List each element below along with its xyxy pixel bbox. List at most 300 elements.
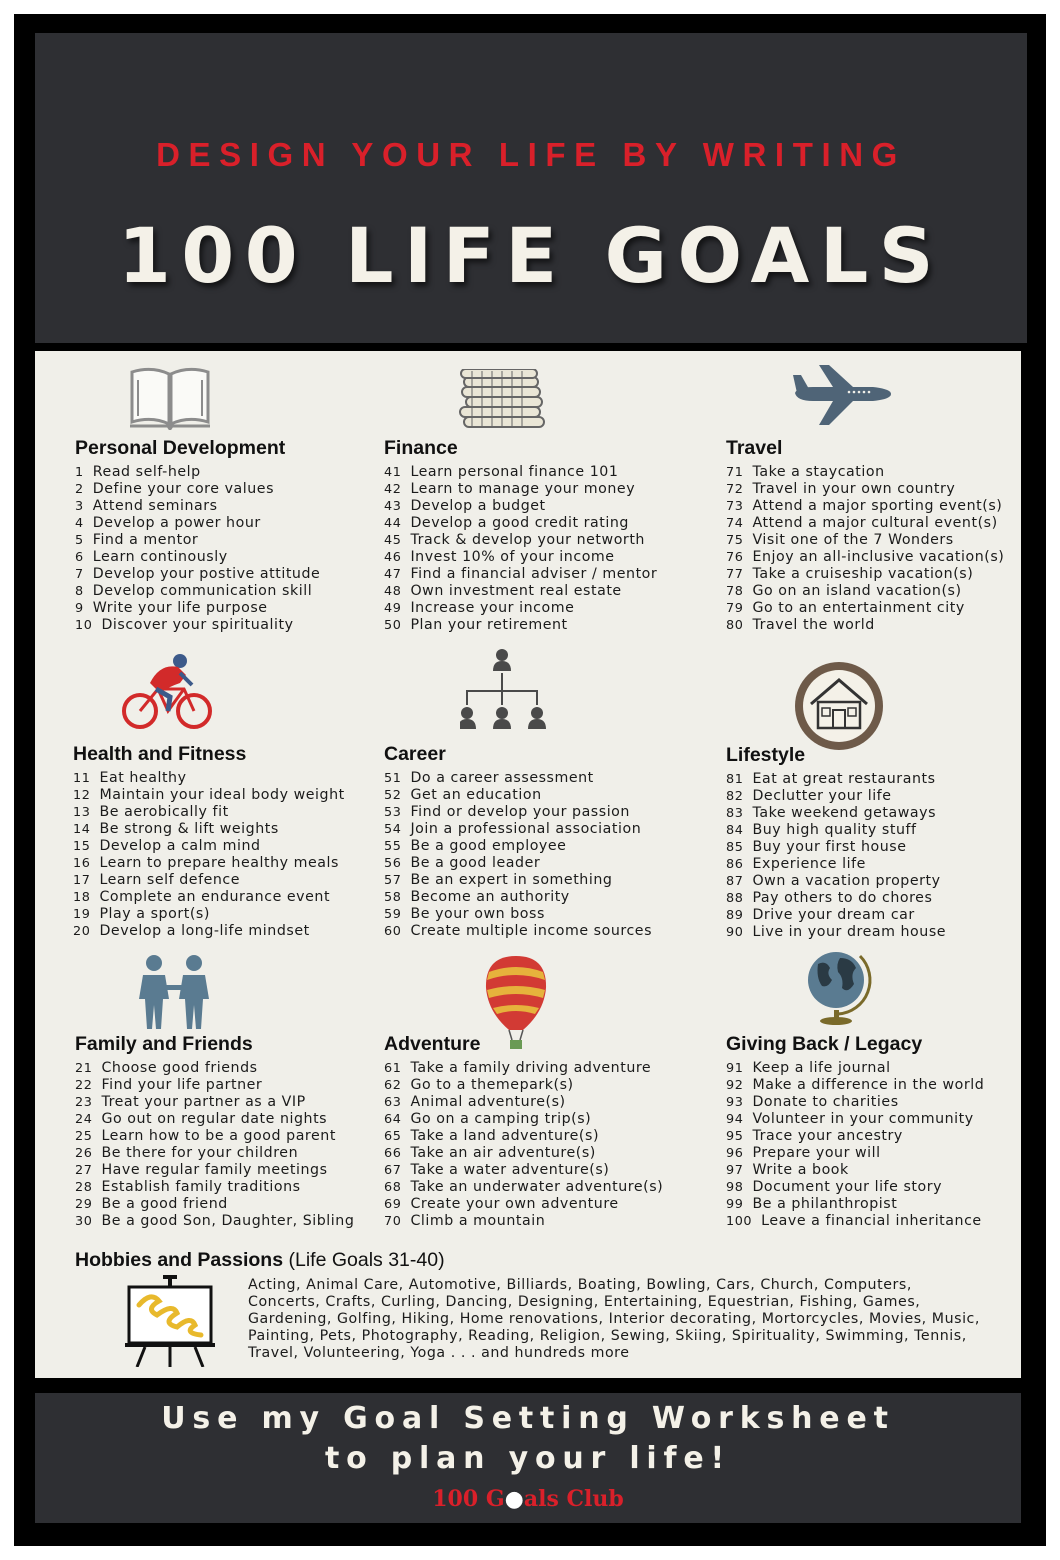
goal-number: 4	[75, 516, 84, 531]
goal-text: Be strong & lift weights	[99, 821, 279, 837]
goal-text: Own a vacation property	[752, 873, 941, 889]
goal-item	[73, 804, 345, 821]
footer-line-2: to plan your life!	[324, 1441, 731, 1476]
goal-item	[726, 532, 1004, 549]
goal-number: 70	[384, 1214, 402, 1229]
goal-number: 91	[726, 1061, 744, 1076]
goal-number: 26	[75, 1146, 93, 1161]
category-personal-development	[75, 437, 320, 634]
goal-item	[73, 855, 345, 872]
goal-text: Find a financial adviser / mentor	[410, 566, 658, 582]
goal-number: 82	[726, 789, 744, 804]
goal-number: 6	[75, 550, 84, 565]
goal-number: 99	[726, 1197, 744, 1212]
goal-item	[384, 498, 657, 515]
goal-item	[726, 822, 946, 839]
header-subtitle: DESIGN YOUR LIFE BY WRITING	[156, 136, 906, 173]
goal-text: Go out on regular date nights	[101, 1111, 328, 1127]
goal-number: 86	[726, 857, 744, 872]
header-banner	[35, 33, 1027, 343]
goal-number: 65	[384, 1129, 402, 1144]
goal-text: Choose good friends	[101, 1060, 258, 1076]
goal-text: Be a good Son, Daughter, Sibling	[101, 1213, 355, 1229]
goal-number: 3	[75, 499, 84, 514]
goal-number: 67	[384, 1163, 402, 1178]
goal-text: Go to an entertainment city	[752, 600, 965, 616]
goal-number: 68	[384, 1180, 402, 1195]
goal-number: 100	[726, 1214, 753, 1229]
goal-item	[384, 617, 657, 634]
two-people-icon	[133, 955, 215, 1031]
goal-text: Go on a camping trip(s)	[410, 1111, 592, 1127]
goal-item	[726, 1145, 984, 1162]
goal-text: Take an underwater adventure(s)	[410, 1179, 664, 1195]
goal-number: 64	[384, 1112, 402, 1127]
goal-text: Prepare your will	[752, 1145, 881, 1161]
goal-text: Learn to prepare healthy meals	[99, 855, 339, 871]
goal-item	[73, 770, 345, 787]
goal-item	[73, 889, 345, 906]
category-title: Personal Development	[75, 437, 286, 459]
goal-number: 74	[726, 516, 744, 531]
goal-text: Define your core values	[92, 481, 275, 497]
goal-number: 29	[75, 1197, 93, 1212]
goal-item	[75, 566, 320, 583]
goal-text: Animal adventure(s)	[410, 1094, 566, 1110]
goal-number: 78	[726, 584, 744, 599]
goal-list	[75, 464, 320, 634]
goal-number: 5	[75, 533, 84, 548]
goal-list	[384, 1060, 663, 1230]
goal-item	[726, 617, 1004, 634]
hobbies-title	[75, 1249, 445, 1272]
book-icon	[128, 364, 212, 430]
goal-text: Learn how to be a good parent	[101, 1128, 336, 1144]
goal-item	[384, 1128, 663, 1145]
goal-item	[726, 890, 946, 907]
goal-number: 19	[73, 907, 91, 922]
goal-text: Plan your retirement	[410, 617, 568, 633]
goal-number: 60	[384, 924, 402, 939]
goal-item	[384, 549, 657, 566]
goal-item	[384, 481, 657, 498]
goal-text: Take a cruiseship vacation(s)	[752, 566, 974, 582]
goal-text: Buy high quality stuff	[752, 822, 917, 838]
goal-text: Find a mentor	[92, 532, 199, 548]
goal-item	[73, 872, 345, 889]
goal-item	[384, 923, 652, 940]
goal-number: 27	[75, 1163, 93, 1178]
goal-text: Learn self defence	[99, 872, 241, 888]
goal-text: Drive your dream car	[752, 907, 915, 923]
goal-number: 85	[726, 840, 744, 855]
goal-item	[726, 1128, 984, 1145]
goal-item	[75, 1179, 354, 1196]
hobbies-heading: Hobbies and Passions	[75, 1249, 284, 1271]
soccer-ball-icon: ●	[504, 1486, 524, 1512]
goal-item	[75, 1128, 354, 1145]
goal-text: Develop a good credit rating	[410, 515, 629, 531]
goal-item	[75, 1162, 354, 1179]
goal-number: 94	[726, 1112, 744, 1127]
goal-number: 84	[726, 823, 744, 838]
goal-number: 79	[726, 601, 744, 616]
goal-item	[384, 1213, 663, 1230]
goal-text: Do a career assessment	[410, 770, 594, 786]
airplane-icon	[793, 365, 893, 427]
goal-text: Experience life	[752, 856, 866, 872]
goal-text: Go to a themepark(s)	[410, 1077, 574, 1093]
goal-number: 58	[384, 890, 402, 905]
goal-number: 53	[384, 805, 402, 820]
goal-text: Play a sport(s)	[99, 906, 210, 922]
header-title: 100 LIFE GOALS	[117, 211, 945, 300]
goal-item	[75, 532, 320, 549]
goal-text: Eat at great restaurants	[752, 771, 936, 787]
goal-text: Take a family driving adventure	[410, 1060, 652, 1076]
goal-text: Go on an island vacation(s)	[752, 583, 962, 599]
category-title: Health and Fitness	[73, 743, 247, 765]
goal-number: 52	[384, 788, 402, 803]
goal-item	[384, 821, 652, 838]
goal-number: 23	[75, 1095, 93, 1110]
goal-number: 66	[384, 1146, 402, 1161]
goal-item	[384, 906, 652, 923]
goal-number: 46	[384, 550, 402, 565]
goal-item	[73, 821, 345, 838]
goal-number: 25	[75, 1129, 93, 1144]
goal-text: Be your own boss	[410, 906, 545, 922]
goal-text: Create your own adventure	[410, 1196, 619, 1212]
goal-number: 17	[73, 873, 91, 888]
goal-number: 61	[384, 1061, 402, 1076]
coins-icon	[458, 369, 548, 431]
goal-text: Be a good employee	[410, 838, 567, 854]
goal-item	[726, 1179, 984, 1196]
goal-number: 96	[726, 1146, 744, 1161]
goal-text: Write your life purpose	[92, 600, 268, 616]
goal-text: Be there for your children	[101, 1145, 299, 1161]
goal-text: Treat your partner as a VIP	[101, 1094, 306, 1110]
goal-item	[75, 515, 320, 532]
goal-number: 10	[75, 618, 93, 633]
goal-list	[73, 770, 345, 940]
goal-item	[384, 532, 657, 549]
goal-item	[726, 924, 946, 941]
goal-text: Complete an endurance event	[99, 889, 331, 905]
goal-item	[726, 1162, 984, 1179]
goal-number: 21	[75, 1061, 93, 1076]
goal-item	[384, 1145, 663, 1162]
goal-text: Track & develop your networth	[410, 532, 645, 548]
goal-item	[75, 464, 320, 481]
goal-item	[384, 1111, 663, 1128]
goal-text: Be an expert in something	[410, 872, 613, 888]
goal-number: 50	[384, 618, 402, 633]
category-title: Lifestyle	[726, 744, 806, 766]
goal-text: Take a staycation	[752, 464, 885, 480]
goal-text: Take a water adventure(s)	[410, 1162, 610, 1178]
goal-number: 41	[384, 465, 402, 480]
goal-number: 95	[726, 1129, 744, 1144]
goal-item	[75, 1060, 354, 1077]
goal-item	[726, 1111, 984, 1128]
category-career	[384, 743, 652, 940]
goal-item	[75, 583, 320, 600]
category-family-friends	[75, 1033, 354, 1230]
goal-number: 73	[726, 499, 744, 514]
goal-item	[384, 889, 652, 906]
goal-item	[384, 787, 652, 804]
goal-number: 98	[726, 1180, 744, 1195]
goal-text: Learn personal finance 101	[410, 464, 619, 480]
goal-number: 90	[726, 925, 744, 940]
footer-line-1: Use my Goal Setting Worksheet	[161, 1401, 895, 1436]
goal-text: Create multiple income sources	[410, 923, 653, 939]
goal-number: 8	[75, 584, 84, 599]
goal-text: Invest 10% of your income	[410, 549, 615, 565]
brand-text-1: 100 G	[432, 1486, 505, 1512]
goal-item	[726, 856, 946, 873]
globe-icon	[802, 944, 874, 1028]
goal-number: 20	[73, 924, 91, 939]
goal-item	[726, 1094, 984, 1111]
goal-text: Find your life partner	[101, 1077, 263, 1093]
goal-item	[384, 600, 657, 617]
goal-text: Increase your income	[410, 600, 575, 616]
goal-text: Be a philanthropist	[752, 1196, 898, 1212]
goals-panel	[35, 351, 1021, 1378]
goal-text: Live in your dream house	[752, 924, 947, 940]
goal-item	[726, 600, 1004, 617]
goal-number: 75	[726, 533, 744, 548]
goal-number: 15	[73, 839, 91, 854]
goal-text: Declutter your life	[752, 788, 892, 804]
goal-item	[726, 566, 1004, 583]
goal-item	[73, 906, 345, 923]
goal-text: Visit one of the 7 Wonders	[752, 532, 954, 548]
goal-item	[384, 804, 652, 821]
category-title: Career	[384, 743, 446, 765]
goal-number: 56	[384, 856, 402, 871]
goal-text: Eat healthy	[99, 770, 187, 786]
goal-number: 92	[726, 1078, 744, 1093]
goal-text: Learn to manage your money	[410, 481, 636, 497]
goal-number: 87	[726, 874, 744, 889]
goal-item	[384, 770, 652, 787]
goal-number: 62	[384, 1078, 402, 1093]
goal-number: 9	[75, 601, 84, 616]
goal-item	[75, 1077, 354, 1094]
goal-number: 51	[384, 771, 402, 786]
category-title: Giving Back / Legacy	[726, 1033, 923, 1055]
goal-number: 2	[75, 482, 84, 497]
goal-text: Develop a long-life mindset	[99, 923, 310, 939]
goal-number: 89	[726, 908, 744, 923]
category-title: Family and Friends	[75, 1033, 253, 1055]
goal-number: 11	[73, 771, 91, 786]
goal-item	[384, 872, 652, 889]
goal-text: Get an education	[410, 787, 542, 803]
category-lifestyle	[726, 744, 946, 941]
goal-item	[726, 1077, 984, 1094]
goal-text: Join a professional association	[410, 821, 642, 837]
goal-item	[384, 1077, 663, 1094]
goal-text: Volunteer in your community	[752, 1111, 974, 1127]
goal-list	[384, 464, 657, 634]
goal-number: 45	[384, 533, 402, 548]
easel-painting-icon	[125, 1275, 215, 1367]
org-chart-icon	[460, 647, 550, 735]
goal-number: 59	[384, 907, 402, 922]
goal-list	[726, 1060, 984, 1230]
goal-number: 55	[384, 839, 402, 854]
goal-number: 69	[384, 1197, 402, 1212]
goal-item	[726, 1213, 984, 1230]
goal-text: Have regular family meetings	[101, 1162, 328, 1178]
goal-number: 80	[726, 618, 744, 633]
goal-text: Take a land adventure(s)	[410, 1128, 600, 1144]
goal-text: Enjoy an all-inclusive vacation(s)	[752, 549, 1005, 565]
goal-number: 83	[726, 806, 744, 821]
hobbies-list-text: Acting, Animal Care, Automotive, Billiards, Boating, Bowling, Cars, Church, Computers, Concerts, Crafts, Curling, Dancing, Designing, Entertaining, Equestrian, Fishing, Games, Gardening, Golfing, Hiking, Home renovations, Interior decorating, Mortorcycles, Movies, Music, Painting, Pets, Photography, Reading, Religion, Sewing, Skiing, Spirituality, Swimming, Tennis, Travel, Volunteering, Yoga . . . and hundreds more	[248, 1277, 980, 1361]
goal-number: 13	[73, 805, 91, 820]
goal-text: Pay others to do chores	[752, 890, 933, 906]
goal-number: 14	[73, 822, 91, 837]
goal-number: 76	[726, 550, 744, 565]
goal-item	[726, 771, 946, 788]
goal-item	[726, 805, 946, 822]
goal-number: 1	[75, 465, 84, 480]
goal-text: Develop communication skill	[92, 583, 313, 599]
goal-number: 18	[73, 890, 91, 905]
category-title: Travel	[726, 437, 783, 459]
goal-item	[384, 583, 657, 600]
category-giving-back-legacy	[726, 1033, 984, 1230]
goal-text: Attend seminars	[92, 498, 218, 514]
goal-text: Make a difference in the world	[752, 1077, 985, 1093]
goal-item	[75, 600, 320, 617]
goal-item	[726, 481, 1004, 498]
goal-number: 7	[75, 567, 84, 582]
goal-number: 16	[73, 856, 91, 871]
goal-item	[75, 1111, 354, 1128]
goal-list	[75, 1060, 354, 1230]
goal-item	[726, 1196, 984, 1213]
goal-item	[384, 515, 657, 532]
goal-item	[726, 907, 946, 924]
goal-text: Take an air adventure(s)	[410, 1145, 596, 1161]
goal-number: 22	[75, 1078, 93, 1093]
goal-item	[75, 549, 320, 566]
goal-item	[726, 583, 1004, 600]
goal-list	[726, 464, 1004, 634]
goal-text: Be a good leader	[410, 855, 541, 871]
goal-text: Be a good friend	[101, 1196, 228, 1212]
goal-text: Establish family traditions	[101, 1179, 301, 1195]
goal-number: 49	[384, 601, 402, 616]
goal-item	[726, 464, 1004, 481]
goal-list	[384, 770, 652, 940]
house-icon	[793, 660, 885, 752]
goal-number: 54	[384, 822, 402, 837]
goal-item	[384, 1060, 663, 1077]
goal-text: Travel the world	[752, 617, 875, 633]
goal-item	[726, 498, 1004, 515]
goal-text: Read self-help	[92, 464, 201, 480]
goal-number: 12	[73, 788, 91, 803]
goal-text: Trace your ancestry	[752, 1128, 903, 1144]
goal-item	[75, 1145, 354, 1162]
goal-item	[75, 1196, 354, 1213]
goal-item	[73, 838, 345, 855]
goal-item	[75, 617, 320, 634]
goal-number: 57	[384, 873, 402, 888]
goal-text: Buy your first house	[752, 839, 907, 855]
goal-number: 44	[384, 516, 402, 531]
goal-text: Leave a financial inheritance	[761, 1213, 982, 1229]
goal-text: Develop a budget	[410, 498, 546, 514]
goal-number: 28	[75, 1180, 93, 1195]
goal-item	[75, 498, 320, 515]
goal-item	[384, 1162, 663, 1179]
goal-item	[726, 549, 1004, 566]
goal-text: Develop a power hour	[92, 515, 261, 531]
goal-item	[726, 873, 946, 890]
goal-text: Develop your postive attitude	[92, 566, 321, 582]
goal-text: Become an authority	[410, 889, 570, 905]
goal-number: 63	[384, 1095, 402, 1110]
goal-item	[75, 1213, 354, 1230]
goal-item	[384, 838, 652, 855]
goal-number: 72	[726, 482, 744, 497]
goal-list	[726, 771, 946, 941]
goal-number: 71	[726, 465, 744, 480]
goal-item	[384, 1094, 663, 1111]
goal-item	[384, 464, 657, 481]
goal-number: 88	[726, 891, 744, 906]
goal-item	[384, 1196, 663, 1213]
goal-text: Find or develop your passion	[410, 804, 630, 820]
goal-number: 42	[384, 482, 402, 497]
goal-number: 43	[384, 499, 402, 514]
goal-text: Develop a calm mind	[99, 838, 261, 854]
category-adventure	[384, 1033, 663, 1230]
goal-item	[75, 481, 320, 498]
category-finance	[384, 437, 657, 634]
goal-item	[726, 515, 1004, 532]
goal-text: Own investment real estate	[410, 583, 622, 599]
goal-text: Learn continously	[92, 549, 228, 565]
goal-text: Donate to charities	[752, 1094, 899, 1110]
goal-item	[726, 1060, 984, 1077]
goal-number: 77	[726, 567, 744, 582]
goal-item	[75, 1094, 354, 1111]
goal-item	[73, 787, 345, 804]
category-travel	[726, 437, 1004, 634]
goal-text: Maintain your ideal body weight	[99, 787, 345, 803]
cyclist-icon	[120, 653, 216, 733]
goal-number: 24	[75, 1112, 93, 1127]
goal-text: Climb a mountain	[410, 1213, 546, 1229]
goal-number: 48	[384, 584, 402, 599]
goal-text: Take weekend getaways	[752, 805, 937, 821]
goal-number: 47	[384, 567, 402, 582]
goal-text: Document your life story	[752, 1179, 943, 1195]
goal-item	[384, 1179, 663, 1196]
goal-text: Keep a life journal	[752, 1060, 891, 1076]
goal-text: Travel in your own country	[752, 481, 956, 497]
